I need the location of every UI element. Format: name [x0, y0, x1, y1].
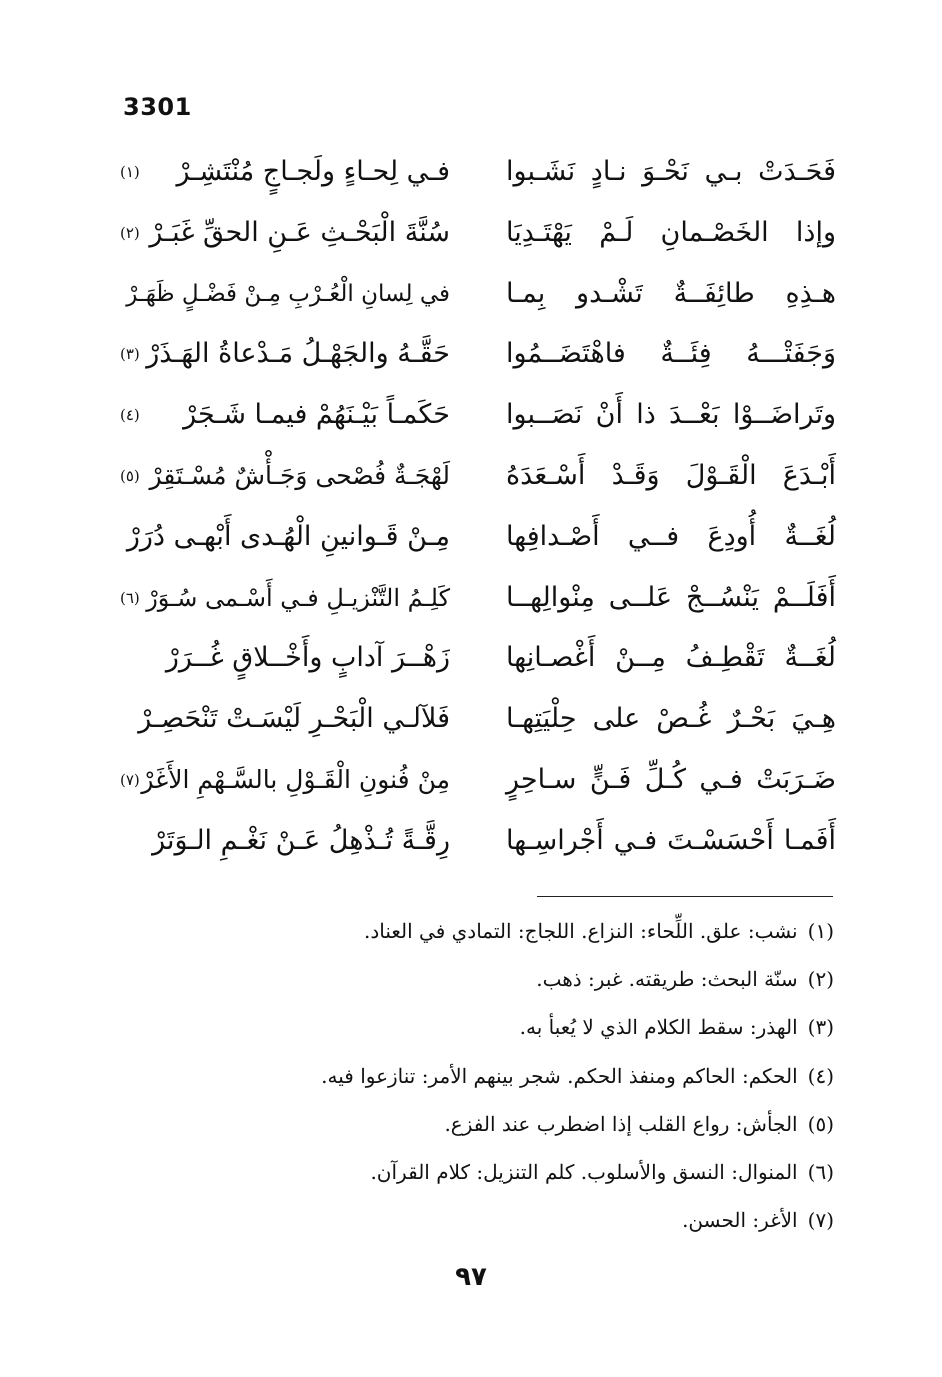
footnote-number: (٧)	[807, 1208, 834, 1233]
verse-word: كُـلِّ	[644, 763, 686, 795]
verse-word: فِئَــةٌ	[660, 338, 712, 370]
verse-word: نـادٍ	[590, 156, 627, 187]
footnote-separator	[537, 896, 833, 897]
footnote-text: نشب: علق. اللِّحاء: النزاع. اللجاج: التمادي في العناد.	[364, 919, 798, 943]
verse	[0, 270, 942, 331]
verse-word: طائِفَــةٌ	[673, 277, 755, 309]
verse-word: أَفَمـا	[783, 824, 836, 856]
verse-first-hemistich	[506, 154, 836, 190]
footnote-marker[interactable]: (٥)	[120, 466, 140, 485]
verse-word: حِلْيَتِهـا	[506, 703, 577, 735]
footnote-text: الحكم: الحاكم ومنفذ الحكم. شجر بينهم الأمر: تنازعوا فيه.	[321, 1063, 798, 1088]
verse-second-hemistich	[120, 276, 450, 312]
verse-second-hemistich	[120, 215, 450, 251]
verse-first-hemistich	[506, 640, 836, 676]
footnote	[114, 1009, 834, 1057]
verse-word: بَعْــدَ	[669, 399, 720, 431]
verse-word: بِمـا	[506, 277, 546, 309]
verse-word: مِــنْ	[615, 642, 666, 674]
verse-word: أَفَلَــمْ	[772, 581, 836, 613]
verse-second-hemistich	[120, 519, 450, 555]
verse-second-hemistich	[120, 154, 450, 190]
verse	[0, 452, 942, 513]
verse-word: فَـنٍّ	[589, 763, 632, 795]
verse-word: يَنْسُــجْ	[685, 581, 759, 613]
verse-first-hemistich	[506, 762, 836, 798]
verse-word: تَقْطِـفُ	[685, 642, 765, 674]
verse-word: أُودِعَ	[707, 520, 757, 552]
verse-first-hemistich	[506, 336, 836, 372]
verse-word: وَجَفَتْـــهُ	[746, 338, 836, 370]
verse-second-hemistich	[120, 823, 450, 859]
hemistich-text: زَهْــرَ آدابٍ وأَخْــلاقٍ غُــرَرْ	[165, 642, 450, 674]
verse-word: أَسْـعَدَهُ	[506, 459, 586, 491]
footnote	[114, 1106, 834, 1154]
verse	[0, 695, 942, 756]
footnote	[114, 913, 834, 961]
poem	[0, 148, 942, 878]
verse-second-hemistich	[120, 458, 450, 494]
footnote	[114, 1202, 834, 1250]
verse-word: أَغْصـانِها	[506, 642, 596, 674]
hemistich-text: مِنْ فُنونِ الْقَـوْلِ بالسَّـهْمِ الأَغَرْ	[141, 764, 450, 794]
footnote-marker[interactable]: (٦)	[120, 588, 140, 607]
verse	[0, 391, 942, 452]
verse-word: أَبْـدَعَ	[782, 459, 836, 491]
verse-word: فـي	[699, 763, 743, 795]
verse-word: فــي	[627, 520, 680, 552]
verse-word: هـذِهِ	[785, 277, 836, 309]
verse-word: على	[592, 703, 641, 735]
hemistich-text: كَلِـمُ التَّنْزيـلِ فـي أَسْـمى سُـوَرْ	[146, 583, 450, 612]
verse	[0, 756, 942, 817]
verse-word: نَحْـوَ	[642, 156, 689, 187]
verse-word: أَحْسَسْـتَ	[667, 824, 774, 856]
verse-word: لُغَــةٌ	[784, 520, 836, 552]
verse-word: بـي	[704, 156, 743, 187]
verse-first-hemistich	[506, 823, 836, 859]
verse-word: بَحْـرٌ	[727, 703, 776, 735]
verse-first-hemistich	[506, 701, 836, 737]
verse-first-hemistich	[506, 519, 836, 555]
page-number-top: 3301	[123, 93, 192, 121]
verse-second-hemistich	[120, 397, 450, 433]
verse-word: فاهْتَضَــمُوا	[506, 338, 626, 370]
footnote	[114, 1154, 834, 1202]
page-number-bottom: ٩٧	[455, 1262, 487, 1292]
verse-word: عَلــى	[608, 581, 673, 613]
footnote	[114, 1058, 834, 1106]
verse-word: غُـصْ	[656, 703, 712, 735]
footnote-marker[interactable]: (٣)	[120, 345, 140, 364]
verse-word: تَشْـدو	[576, 277, 643, 309]
footnote-number: (٥)	[807, 1111, 834, 1136]
footnote-number: (٦)	[807, 1159, 834, 1184]
footnote-marker[interactable]: (١)	[120, 163, 140, 181]
verse-first-hemistich	[506, 580, 836, 616]
verse-first-hemistich	[506, 397, 836, 433]
verse	[0, 574, 942, 635]
verse-first-hemistich	[506, 276, 836, 312]
verse-second-hemistich	[120, 701, 450, 737]
footnote-marker[interactable]: (٢)	[120, 223, 140, 242]
hemistich-text: مِـنْ قَـوانينِ الْهُـدى أَبْهـى دُرَرْ	[126, 520, 450, 552]
verse-first-hemistich	[506, 458, 836, 494]
footnote-text: المنوال: النسق والأسلوب. كلم التنزيل: كلام القرآن.	[370, 1159, 798, 1184]
verse-word: نَصَــبوا	[506, 399, 583, 431]
hemistich-text: فَلآلـي الْبَحْـرِ لَيْسَـتْ تَنْحَصِـرْ	[138, 703, 450, 735]
verse-word: وتَراضَــوْا	[732, 399, 836, 431]
verse-word: نَشَـبوا	[506, 156, 576, 187]
footnote-number: (٤)	[807, 1063, 834, 1088]
verse-second-hemistich	[120, 580, 450, 616]
hemistich-text: فـي لِحـاءٍ ولَجـاجٍ مُنْتَشِـرْ	[176, 156, 450, 187]
verse-word: يَهْتَـدِيَا	[506, 216, 572, 248]
verse	[0, 513, 942, 574]
verse-word: ذا	[636, 399, 656, 431]
hemistich-text: لَهْجَـةٌ فُصْحى وَجَـأْشٌ مُسْـتَقِرْ	[149, 460, 450, 490]
verse-word: فـي	[613, 824, 658, 856]
verse-word: سـاحِرٍ	[506, 763, 577, 795]
verse	[0, 817, 942, 878]
verse-word: الخَصْـمانِ	[660, 216, 769, 248]
footnote-text: الجأش: رواع القلب إذا اضطرب عند الفزع.	[444, 1111, 798, 1136]
verse-word: أَجْراسِـها	[506, 824, 604, 856]
verse-word: هِـيَ	[791, 703, 836, 735]
hemistich-text: حَكَمـاً بَيْـنَهُمْ فيمـا شَـجَرْ	[183, 399, 450, 431]
footnote-number: (٢)	[807, 967, 834, 992]
verse	[0, 330, 942, 391]
footnote-text: الهذر: سقط الكلام الذي لا يُعبأ به.	[519, 1015, 798, 1040]
hemistich-text: سُنَّةَ الْبَحْـثِ عَـنِ الحقِّ غَبَـرْ	[149, 216, 450, 248]
hemistich-text: في لِسانِ الْعُـرْبِ مِـنْ فَضْـلٍ ظَهَـرْ	[126, 280, 450, 307]
footnote-text: الأغر: الحسن.	[682, 1208, 798, 1233]
hemistich-text: حَقَّـهُ والجَهْـلُ مَـدْعاةُ الهَـذَرْ	[146, 338, 450, 370]
footnote-marker[interactable]: (٤)	[120, 406, 140, 425]
verse-word: أَنْ	[595, 399, 623, 431]
verse-word: لُغَــةٌ	[784, 642, 836, 674]
verse-second-hemistich	[120, 336, 450, 372]
verse-word: وَقَـدْ	[611, 459, 660, 491]
verse	[0, 634, 942, 695]
verse-word: الْقَـوْلَ	[685, 459, 757, 491]
verse-second-hemistich	[120, 762, 450, 798]
verse-word: مِنْوالِهــا	[506, 581, 595, 613]
verse	[0, 148, 942, 209]
footnote	[114, 961, 834, 1009]
verse-word: أَصْـدافِها	[506, 520, 600, 552]
verse-word: لَـمْ	[599, 216, 634, 248]
footnotes	[114, 913, 834, 1250]
verse	[0, 209, 942, 270]
verse-word: وإذا	[795, 216, 836, 248]
footnote-number: (١)	[807, 919, 834, 943]
verse-first-hemistich	[506, 215, 836, 251]
verse-word: ضَـرَبَتْ	[756, 763, 836, 795]
footnote-text: سنّة البحث: طريقته. غبر: ذهب.	[536, 967, 798, 992]
hemistich-text: رِقَّـةً تُـذْهِلُ عَـنْ نَغْـمِ الـوَتَرْ	[152, 824, 450, 856]
verse-word: فَحَـدَتْ	[758, 156, 836, 187]
footnote-number: (٣)	[807, 1015, 834, 1040]
verse-second-hemistich	[120, 640, 450, 676]
footnote-marker[interactable]: (٧)	[120, 770, 140, 789]
